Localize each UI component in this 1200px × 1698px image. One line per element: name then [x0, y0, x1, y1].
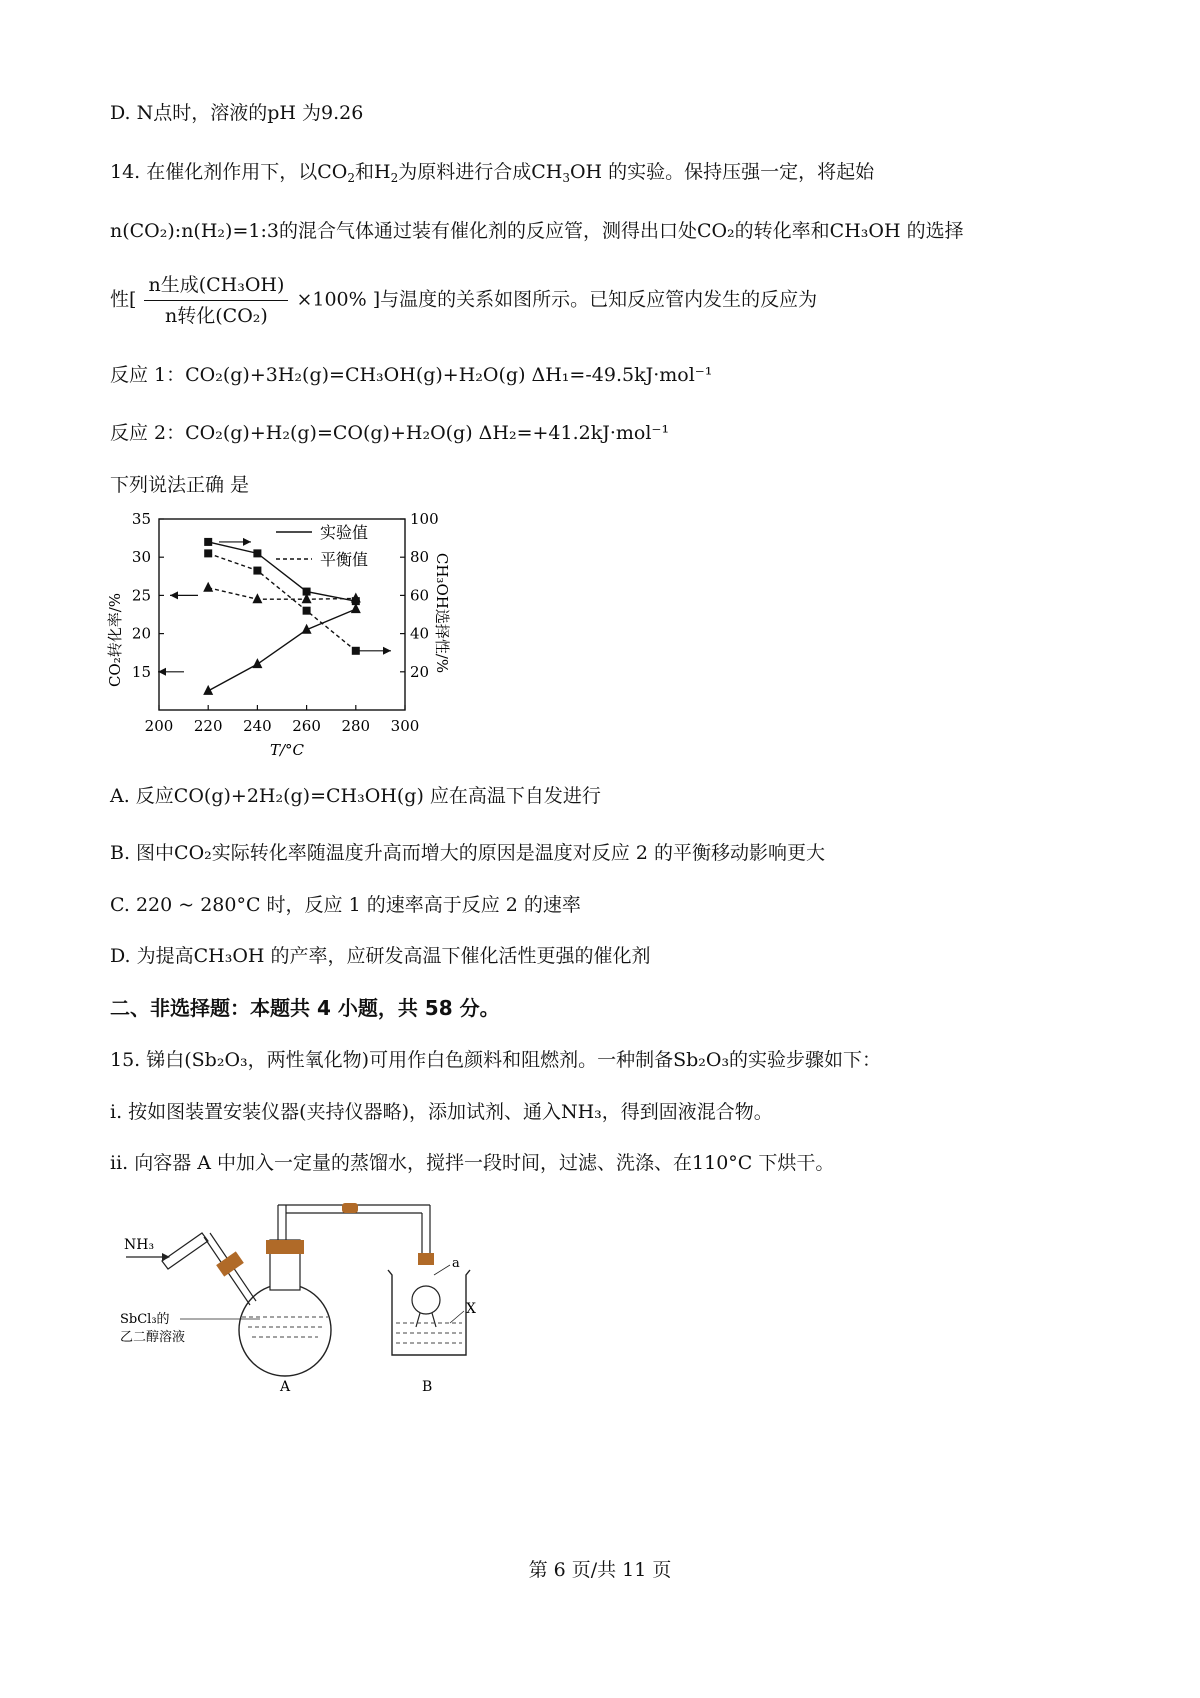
q14-option-a: A. 反应CO(g)+2H₂(g)=CH₃OH(g) 应在高温下自发进行: [110, 785, 601, 807]
data-point-triangle: [252, 593, 262, 603]
q14-option-b: B. 图中CO₂实际转化率随温度升高而增大的原因是温度对反应 2 的平衡移动影响更大: [110, 842, 825, 864]
q14-option-c: C. 220 ~ 280°C 时，反应 1 的速率高于反应 2 的速率: [110, 894, 581, 916]
q14-stem-line1: [110, 157, 874, 193]
q14-option-d: D. 为提高CH₃OH 的产率，应研发高温下催化活性更强的催化剂: [110, 945, 651, 967]
rubber-connector: [342, 1203, 358, 1213]
apparatus-diagram: [120, 1195, 520, 1395]
sbcl3-label-1: SbCl₃的: [120, 1312, 170, 1327]
q15-step2: ⅱ. 向容器 A 中加入一定量的蒸馏水，搅拌一段时间，过滤、洗涤、在110°C 下烘干。: [110, 1152, 835, 1174]
nh3-label: NH₃: [124, 1237, 155, 1253]
data-point-square: [253, 549, 261, 557]
data-point-square: [352, 647, 360, 655]
label-a: a: [452, 1256, 460, 1271]
pointer-X: [450, 1311, 464, 1323]
y-left-tick-label: 30: [131, 548, 151, 567]
x-tick-label: 280: [341, 717, 371, 735]
stem-part: 14. 在催化剂作用下，以CO: [110, 161, 348, 183]
y-right-tick-label: 20: [410, 662, 430, 681]
b-stopper: [418, 1253, 434, 1265]
label-A: A: [280, 1379, 291, 1395]
fraction-numerator: n生成(CH₃OH): [144, 270, 288, 301]
reaction-1: 反应 1：CO₂(g)+3H₂(g)=CH₃OH(g)+H₂O(g) ΔH₁=-49.5kJ·mol⁻¹: [110, 364, 713, 386]
beaker-B: [388, 1270, 470, 1355]
subscript: 2: [390, 171, 399, 185]
reaction-2: 反应 2：CO₂(g)+H₂(g)=CO(g)+H₂O(g) ΔH₂=+41.2kJ·mol⁻¹: [110, 422, 670, 444]
x-tick-label: 240: [243, 717, 272, 735]
stem-part: 为原料进行合成CH: [398, 161, 563, 183]
subscript: 3: [562, 171, 570, 185]
pointer-a: [434, 1265, 450, 1275]
nh3-inlet-tube: [162, 1233, 208, 1269]
data-point-square: [303, 607, 311, 615]
stem-part: OH 的实验。保持压强一定，将起始: [569, 161, 875, 183]
legend-label-solid: 实验值: [320, 523, 369, 542]
legend: [276, 523, 368, 569]
funnel: [432, 1313, 436, 1327]
q14-stem-line2: n(CO₂):n(H₂)=1:3的混合气体通过装有催化剂的反应管，测得出口处CO₂的转化率和CH₃OH 的选择: [110, 220, 964, 242]
stem-part: 性[: [110, 288, 137, 311]
chart: [100, 505, 460, 790]
sbcl3-label-2: 乙二醇溶液: [120, 1330, 186, 1345]
y-left-tick-label: 25: [131, 586, 151, 605]
y-left-label: CO₂转化率/%: [106, 592, 124, 688]
left-axis-arrow-head: [170, 591, 178, 599]
x-tick-label: 260: [292, 717, 321, 735]
q13-option-d: D. N点时，溶液的pH 为9.26: [110, 102, 364, 124]
series-line-2: [208, 609, 356, 691]
axes: [132, 510, 439, 735]
x-tick-label: 200: [144, 717, 174, 735]
y-left-tick-label: 15: [131, 662, 151, 681]
funnel-bulb: [412, 1286, 440, 1314]
label-B: B: [422, 1379, 433, 1395]
y-right-label: CH₃OH选择性/%: [433, 552, 451, 674]
stem-part: ×100% ]与温度的关系如图所示。已知反应管内发生的反应为: [296, 288, 818, 311]
y-right-tick-label: 100: [410, 510, 439, 528]
x-tick-label: 220: [193, 717, 223, 735]
main-stopper: [266, 1240, 304, 1254]
q15-step1: ⅰ. 按如图装置安装仪器(夹持仪器略)，添加试剂、通入NH₃，得到固液混合物。: [110, 1101, 773, 1123]
x-axis-label: T/°C: [269, 741, 305, 759]
label-X: X: [466, 1301, 476, 1317]
side-stopper: [216, 1251, 244, 1276]
y-left-tick-label: 35: [131, 510, 151, 528]
flask-A: [239, 1284, 331, 1376]
plot-frame: [159, 519, 405, 710]
q14-stem-line3: [110, 270, 817, 331]
page-footer: 第 6 页/共 11 页: [528, 1559, 672, 1581]
legend-label-dashed: 平衡值: [320, 550, 369, 569]
q15-stem: 15. 锑白(Sb₂O₃，两性氧化物)可用作白色颜料和阻燃剂。一种制备Sb₂O₃的实验步骤如下：: [110, 1049, 882, 1071]
data-point-triangle: [203, 582, 213, 592]
data-point-triangle: [252, 658, 262, 668]
data-point-square: [204, 549, 212, 557]
right-axis-arrow-head: [383, 647, 391, 655]
y-left-tick-label: 20: [131, 624, 151, 643]
funnel: [416, 1313, 420, 1327]
fraction-denominator: n转化(CO₂): [165, 305, 268, 327]
y-right-tick-label: 60: [410, 586, 430, 605]
data-point-square: [204, 538, 212, 546]
selectivity-fraction: [144, 270, 288, 331]
stem-part: 和H: [355, 161, 391, 183]
subscript: 2: [347, 171, 356, 185]
q14-ask: 下列说法正确 是: [110, 474, 250, 496]
y-right-tick-label: 40: [410, 624, 430, 643]
right-axis-arrow-head: [243, 538, 251, 546]
section-2-heading: 二、非选择题：本题共 4 小题，共 58 分。: [110, 996, 500, 1020]
y-right-tick-label: 80: [410, 548, 430, 567]
x-tick-label: 300: [390, 717, 420, 735]
data-point-square: [253, 567, 261, 575]
data-point-triangle: [203, 685, 213, 695]
inlet-arrowhead: [162, 1253, 170, 1261]
